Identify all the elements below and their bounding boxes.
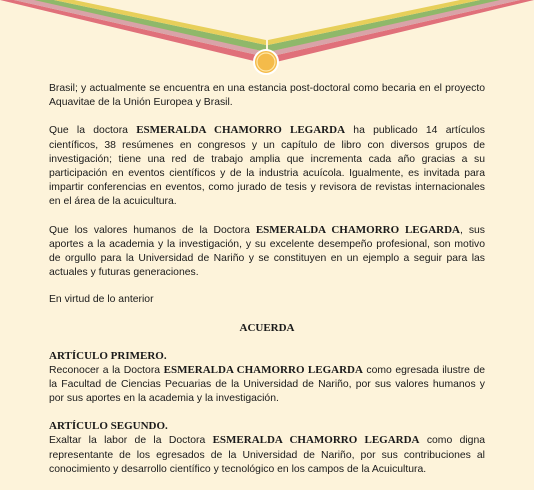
article-title: ARTÍCULO SEGUNDO. — [49, 420, 168, 433]
paragraph-therefore: En virtud de lo anterior — [49, 294, 154, 306]
medal-icon — [254, 50, 278, 74]
paragraph-values: Que los valores humanos de la Doctora ESMERALDA CHAMORRO LEGARDA, sus aportes a la academia y la investigación, y su excelente desempeño profesional, son motivo de orgullo para la Universidad de Nariño y se constituyen en un ejemplo a seguir para las actuales y futuras generaciones. — [49, 223, 485, 279]
honoree-name: ESMERALDA CHAMORRO LEGARDA — [136, 124, 346, 137]
ribbon-right — [268, 0, 534, 62]
article-title: ARTÍCULO PRIMERO. — [49, 349, 167, 362]
paragraph-publications: Que la doctora ESMERALDA CHAMORRO LEGARDA ha publicado 14 artículos científicos, 38 resúmenes en congresos y un capítulo de libro con diversos grupos de investigación; tiene una red de trabajo amplia que incrementa cada año gracias a su participación en eventos científicos y de la industria acuícola. Igualmente, es invitada para impartir conferencias en eventos, como jurado de tesis y revisora de revistas internacionales en el área de la acuicultura. — [49, 124, 485, 208]
ribbon-left — [0, 0, 266, 62]
article-body: Reconocer a la Doctora ESMERALDA CHAMORRO LEGARDA como egresada ilustre de la Facultad de Ciencias Pecuarias de la Universidad de Nariño, por sus valores humanos y por sus aportes en la academia y la investigación. — [49, 363, 486, 405]
honoree-name: ESMERALDA CHAMORRO LEGARDA — [255, 223, 460, 236]
honoree-name: ESMERALDA CHAMORRO LEGARDA — [163, 363, 363, 376]
resolution-heading: ACUERDA — [239, 321, 295, 334]
document-body — [49, 82, 485, 490]
paragraph-intro: Brasil; y actualmente se encuentra en una estancia post-doctoral como becaria en el proyecto Aquavitae de la Unión Europea y Brasil. — [49, 83, 485, 109]
ribbon-medal-decoration — [0, 0, 534, 80]
honoree-name: ESMERALDA CHAMORRO LEGARDA — [212, 434, 420, 447]
article-body: Exaltar la labor de la Doctora ESMERALDA CHAMORRO LEGARDA como digna representante de los egresados de la Universidad de Nariño, por sus contribuciones al conocimiento y desarrollo científico y tecnológico en los campos de la Acuicultura. — [49, 434, 486, 475]
